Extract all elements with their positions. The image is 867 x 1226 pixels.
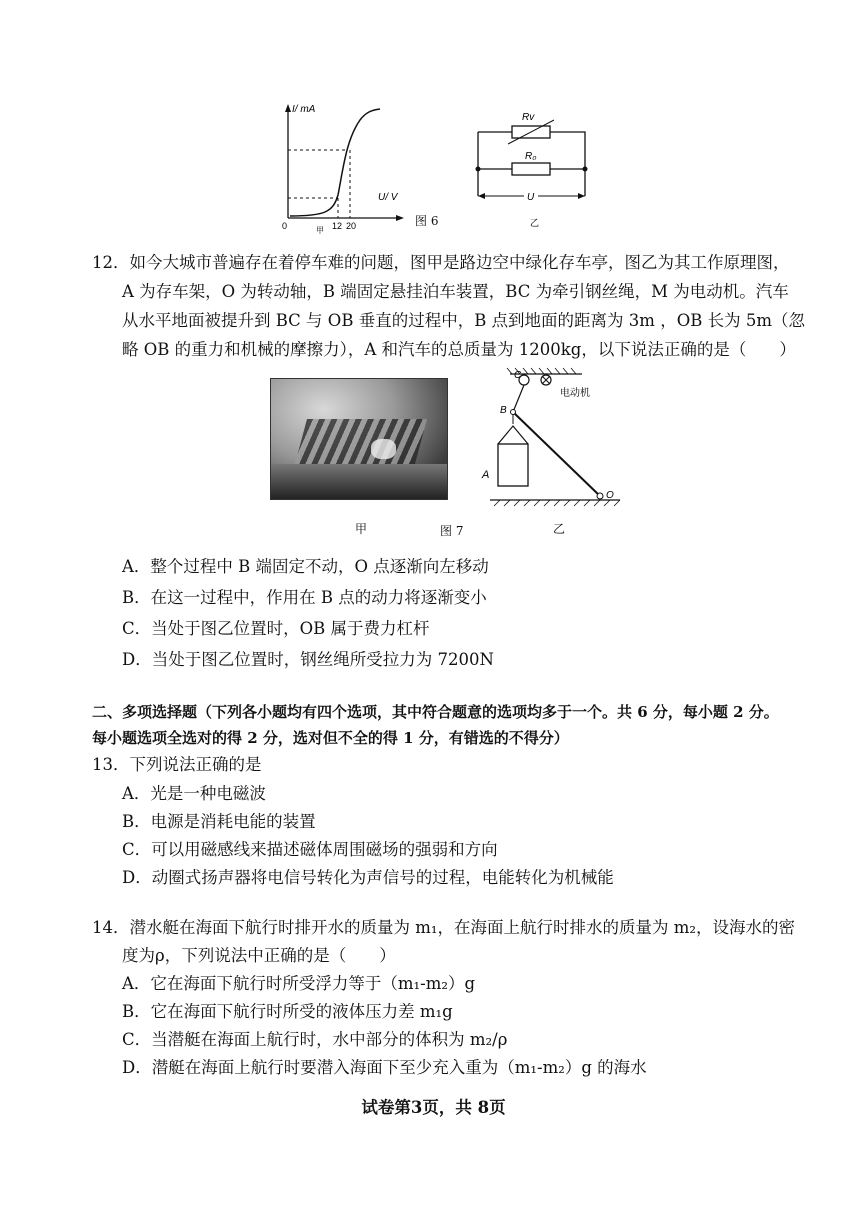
fig7-left-sub: 甲: [355, 522, 368, 536]
q14-option-d: D．潜艇在海面上航行时要潜入海面下至少充入重为（m₁-m₂）g 的海水: [122, 1058, 647, 1077]
pivot-o: [597, 493, 603, 499]
circuit-rv-label: Rv: [522, 112, 535, 123]
car-rack-a: [498, 444, 528, 486]
q14-option-a: A．它在海面下航行时所受浮力等于（m₁-m₂）g: [122, 974, 476, 993]
graph-curve: [290, 109, 380, 216]
cable-bc: [513, 385, 524, 412]
label-o: O: [606, 490, 614, 501]
fig7-schematic: [470, 366, 630, 511]
graph-tick-20: 20: [346, 221, 357, 231]
label-motor: 电动机: [560, 388, 590, 399]
circuit-r0-resistor: [512, 163, 550, 175]
fig6-caption: 图 6: [415, 214, 439, 228]
graph-origin: 0: [282, 221, 288, 231]
q12-option-d: D．当处于图乙位置时，钢丝绳所受拉力为 7200N: [122, 650, 494, 669]
graph-sub-label: 甲: [316, 226, 324, 235]
q12-line-2: A 为存车架，O 为转动轴，B 端固定悬挂泊车装置，BC 为牵引钢丝绳，M 为电动机。汽车: [122, 282, 789, 301]
circuit-node-right: [583, 167, 588, 172]
fig7-photo: [270, 378, 448, 500]
page-footer: 试卷第3页，共 8页: [361, 1098, 506, 1117]
fig7-caption: 图 7: [440, 524, 464, 538]
label-a: A: [482, 469, 490, 481]
label-c: C: [514, 370, 522, 381]
graph-xlabel: U/ V: [378, 192, 398, 203]
point-b: [511, 410, 516, 415]
hanger-roof: [498, 426, 528, 444]
q12-line-3: 从水平地面被提升到 BC 与 OB 垂直的过程中，B 点到地面的距离为 3m ，OB 长为 5m（忽: [122, 311, 805, 330]
q12-line-4: 略 OB 的重力和机械的摩擦力），A 和汽车的总质量为 1200kg，以下说法正确的是（ ）: [122, 340, 796, 359]
q13-option-c: C．可以用磁感线来描述磁体周围磁场的强弱和方向: [122, 840, 498, 859]
q13-option-d: D．动圈式扬声器将电信号转化为声信号的过程，电能转化为机械能: [122, 868, 614, 887]
circuit-u-arrow-right: [578, 193, 585, 199]
graph-ylabel: I/ mA: [292, 104, 316, 115]
graph-tick-12: 12: [332, 221, 343, 231]
circuit-r0-label: R₀: [525, 151, 537, 162]
q12-option-a: A．整个过程中 B 端固定不动，O 点逐渐向左移动: [122, 557, 489, 576]
q12-option-b: B．在这一过程中，作用在 B 点的动力将逐渐变小: [122, 588, 487, 607]
label-b: B: [500, 405, 507, 416]
circuit-node-left: [476, 167, 481, 172]
q14-option-b: B．它在海面下航行时所受的液体压力差 m₁g: [122, 1002, 453, 1021]
fig6-circuit: [470, 104, 595, 234]
q13-option-b: B．电源是消耗电能的装置: [122, 812, 316, 831]
graph-x-arrow: [396, 215, 404, 221]
q13-stem: 13．下列说法正确的是: [92, 755, 262, 774]
circuit-sub-label: 乙: [530, 218, 540, 228]
section2-header-line2: 每小题选项全选对的得 2 分，选对但不全的得 1 分，有错选的不得分）: [92, 729, 569, 747]
circuit-u-label: U: [527, 192, 535, 203]
section2-header-line1: 二、多项选择题（下列各小题均有四个选项，其中符合题意的选项均多于一个。共 6 分，每小题 2 分。: [92, 703, 779, 721]
q12-line-1: 12．如今大城市普遍存在着停车难的问题，图甲是路边空中绿化存车亭，图乙为其工作原理图，: [92, 253, 790, 272]
fig6-graph: [270, 100, 410, 235]
ground-hatch: [494, 500, 620, 506]
circuit-u-arrow-left: [478, 193, 485, 199]
q12-option-c: C．当处于图乙位置时，OB 属于费力杠杆: [122, 619, 430, 638]
q13-option-a: A．光是一种电磁波: [122, 784, 266, 803]
q14-line-1: 14．潜水艇在海面下航行时排开水的质量为 m₁，在海面上航行时排水的质量为 m₂，设海水的密: [92, 918, 796, 937]
q14-option-c: C．当潜艇在海面上航行时，水中部分的体积为 m₂/ρ: [122, 1030, 508, 1049]
fig7-right-sub: 乙: [553, 522, 566, 536]
q14-line-2: 度为ρ，下列说法中正确的是（ ）: [122, 946, 396, 965]
graph-y-arrow: [285, 104, 291, 112]
